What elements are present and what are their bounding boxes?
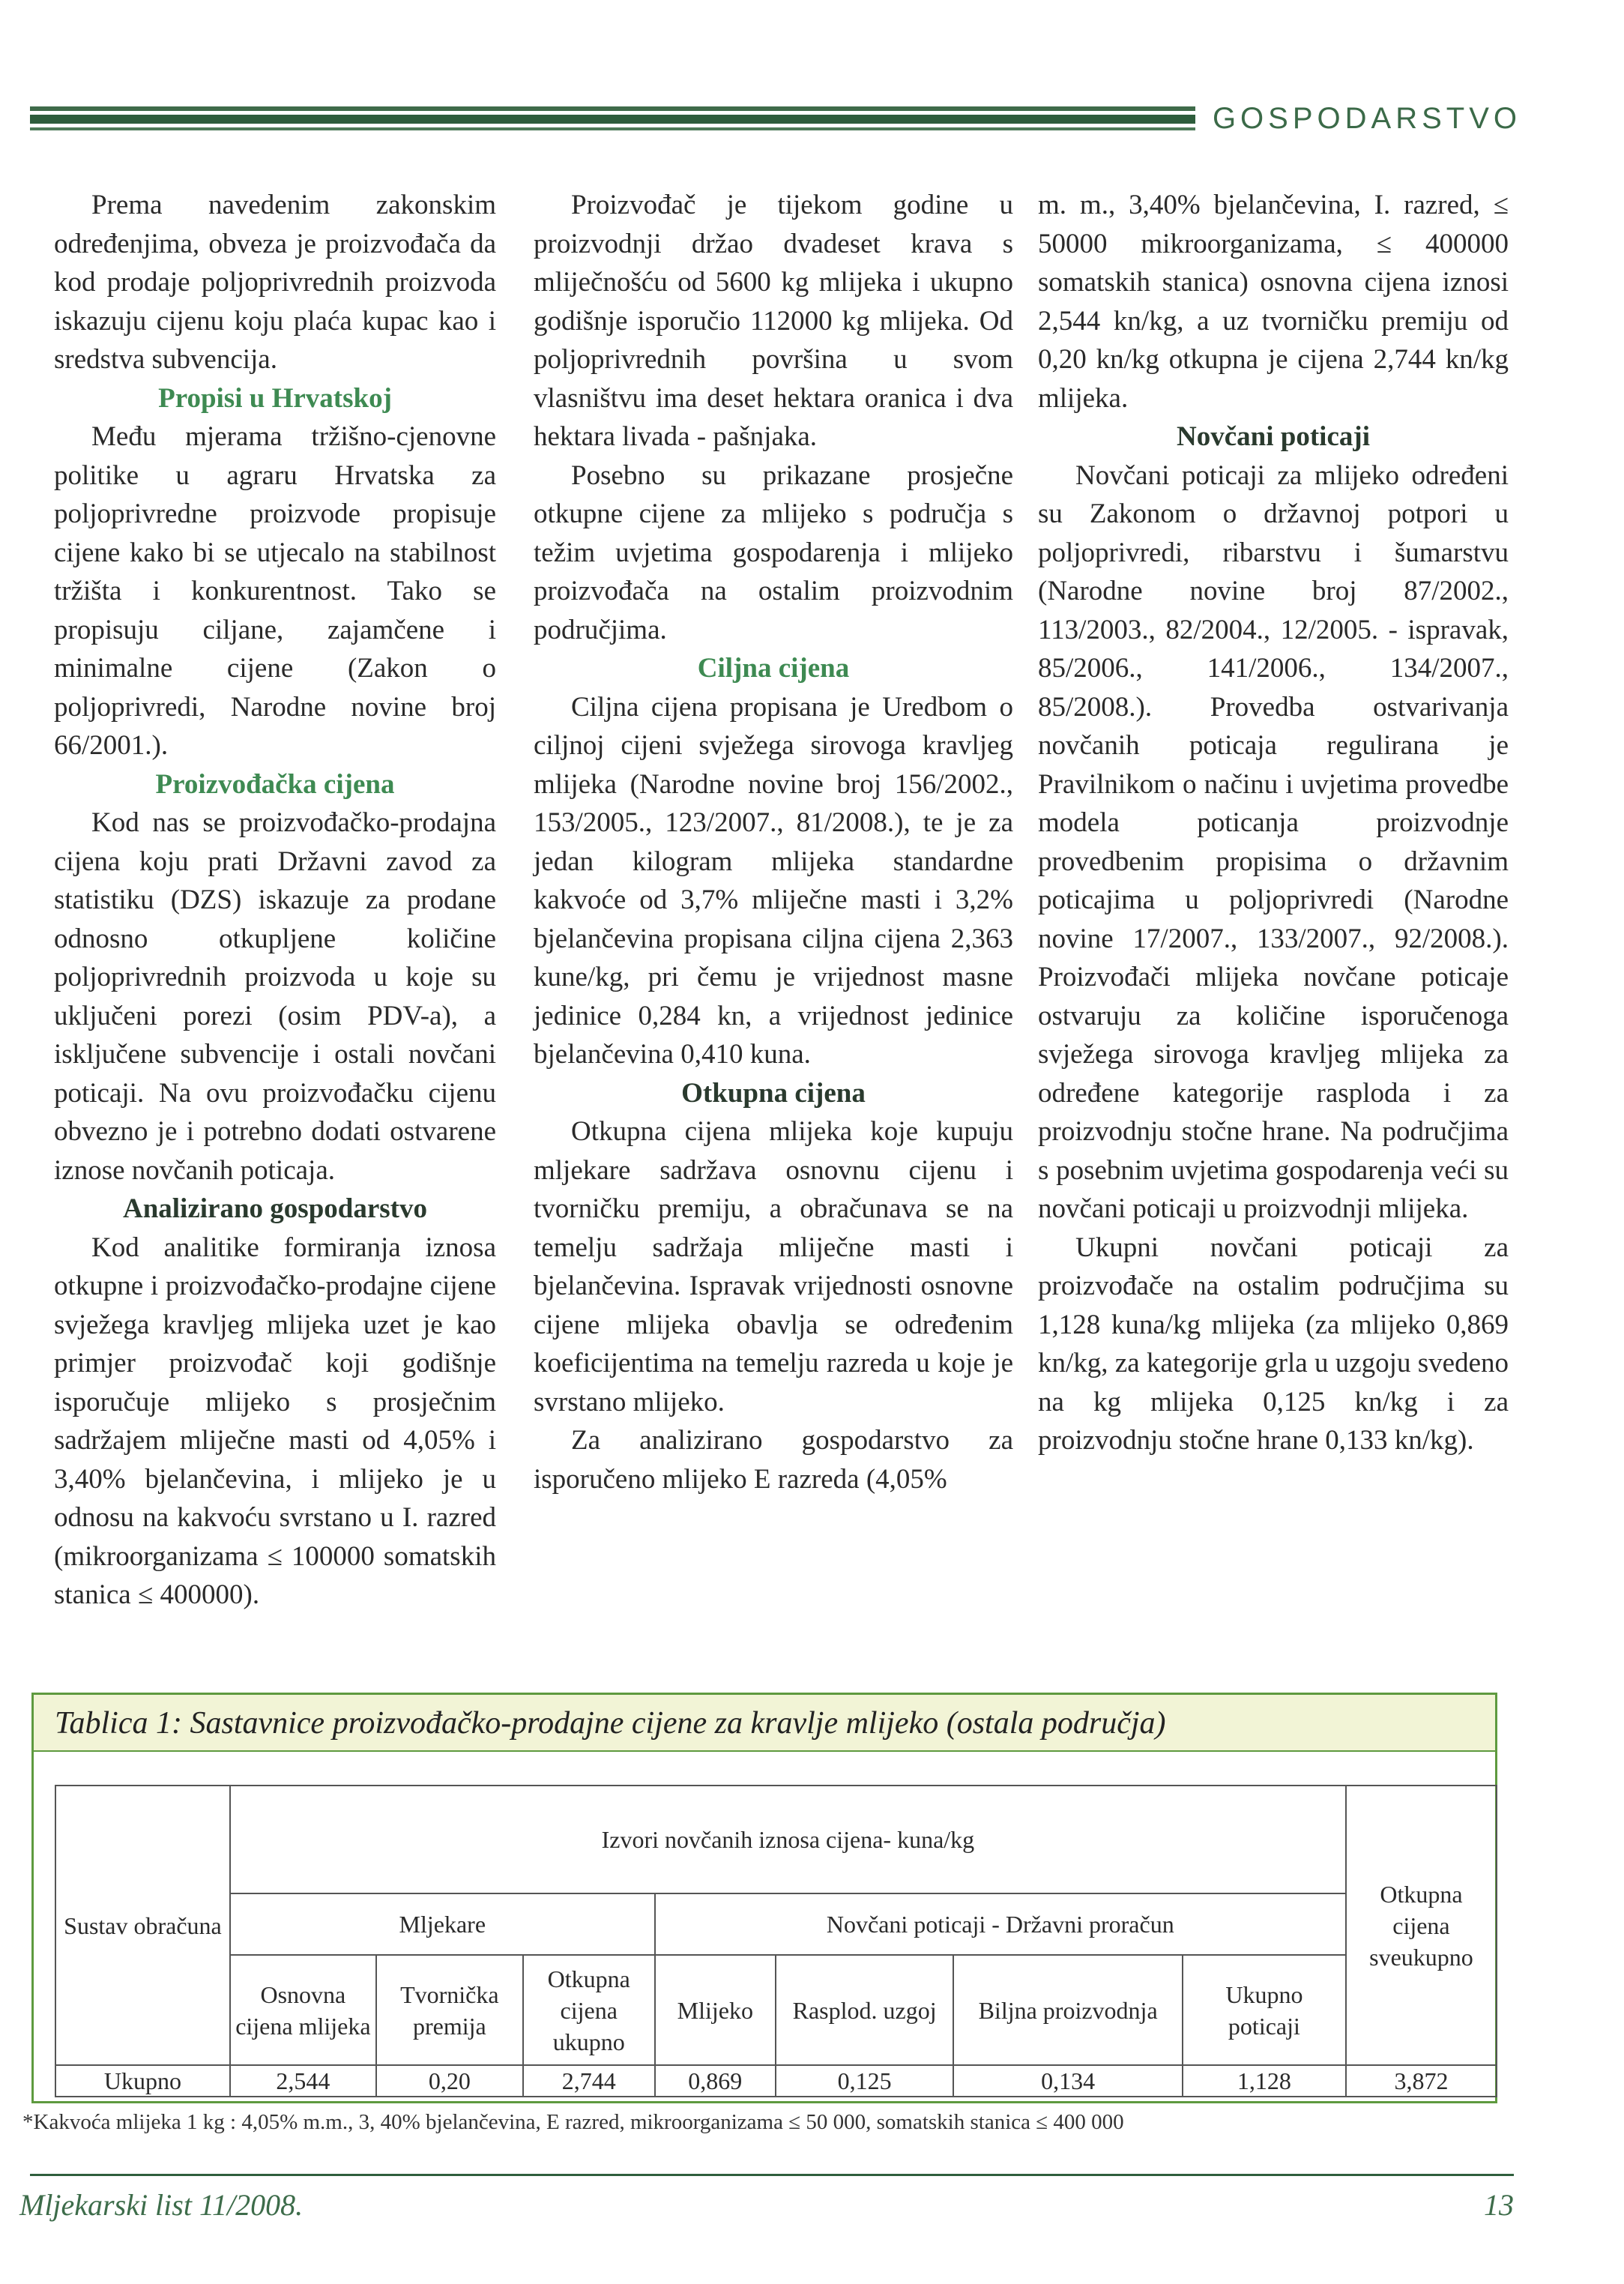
paragraph: Ciljna cijena propisana je Uredbom o ciljnoj cijeni svježega sirovoga kravljeg mlijeka (Narodne novine broj 156/2002., 153/2005., 123/2007., 81/2008.), te je za jedan kilogram mlijeka standardne kakvoće od 3,7% mliječne masti i 3,2% bjelančevina propisana ciljna cijena 2,363 kune/kg, pri čemu je vrijednost masne jedinice 0,284 kn, a vrijednost jedinice bjelančevina 0,410 kuna. — [534, 691, 1013, 1070]
paragraph: Prema navedenim zakonskim određenjima, obveza je proizvođača da kod prodaje poljoprivrednih proizvoda iskazuju cijenu koju plaća kupac kao i sredstva subvencija. — [54, 190, 496, 375]
col-header: Mlijeko — [655, 1955, 776, 2065]
paragraph: Među mjerama tržišno-cjenovne politike u agraru Hrvatska za poljoprivredne proizvode propisuje cijene kako bi se utjecalo na stabilnost tržišta i konkurentnost. Tako se propisuju ciljane, zajamčene i minimalne cijene (Zakon o poljoprivredi, Narodne novine broj 66/2001.). — [54, 421, 496, 761]
sources-header: Izvori novčanih iznosa cijena- kuna/kg — [230, 1786, 1346, 1893]
sustav-header: Sustav obračuna — [55, 1786, 230, 2065]
cell: 0,134 — [953, 2065, 1183, 2097]
mljekare-header: Mljekare — [230, 1893, 655, 1955]
subheading: Otkupna cijena — [681, 1077, 866, 1109]
table-footnote: *Kakvoća mlijeka 1 kg : 4,05% m.m., 3, 40% bjelančevina, E razred, mikroorganizama ≤ 50 000, somatskih stanica ≤ 400 000 — [22, 2110, 1124, 2134]
col-header: Biljna proizvodnja — [953, 1955, 1183, 2065]
col-header: Ukupno poticaji — [1183, 1955, 1346, 2065]
paragraph: Posebno su prikazane prosječne otkupne cijene za mlijeko s područja s težim uvjetima gospodarenja i mlijeko proizvođača na ostalim proizvodnim područjima. — [534, 459, 1013, 645]
cell: 0,20 — [376, 2065, 523, 2097]
price-table — [55, 1785, 1497, 2097]
subheading: Analizirano gospodarstvo — [122, 1193, 427, 1224]
col-header: Otkupna cijena ukupno — [523, 1955, 655, 2065]
col-header: Osnovna cijena mlijeka — [230, 1955, 376, 2065]
text-column-3 — [1038, 186, 1509, 1460]
cell: 0,869 — [655, 2065, 776, 2097]
col-header: Rasplod. uzgoj — [776, 1955, 953, 2065]
row-label: Ukupno — [55, 2065, 230, 2097]
cell: 0,125 — [776, 2065, 953, 2097]
paragraph: Otkupna cijena mlijeka koje kupuju mljekare sadržava osnovnu cijenu i tvorničku premiju, a obračunava se na temelju sadržaja mliječne masti i bjelančevina. Ispravak vrijednosti osnovne cijene mlijeka obavlja se određenim koeficijentima na temelju razreda u koje je svrstano mlijeko. — [534, 1116, 1013, 1417]
otkupna-sveukupno-header: Otkupna cijena sveukupno — [1346, 1786, 1497, 2065]
table-box — [31, 1693, 1497, 2103]
paragraph: Kod nas se proizvođačko-prodajna cijena koju prati Državni zavod za statistiku (DZS) iskazuje za prodane odnosno otkupljene količine poljoprivrednih proizvoda u koje su uključeni porezi (osim PDV-a), a isključene subvencije i ostali novčani poticaji. Na ovu proizvođačku cijenu obvezno je i potrebno dodati ostvarene iznose novčanih poticaja. — [54, 807, 496, 1186]
paragraph: Novčani poticaji za mlijeko određeni su Zakonom o državnoj potpori u poljoprivredi, ribarstvu i šumarstvu (Narodne novine broj 87/2002., 113/2003., 82/2004., 12/2005. - ispravak, 85/2006., 141/2006., 134/2007., 85/2008.). Provedba ostvarivanja novčanih poticaja regulirana je Pravilnikom o načinu i uvjetima provedbe modela poticanja proizvodnje provedbenim propisima o državnim poticajima u poljoprivredi (Narodne novine 17/2007., 133/2007., 92/2008.). Proizvođači mlijeka novčane poticaje ostvaruju za količine isporučenoga svježega sirovoga kravljeg mlijeka za određene kategorije rasploda i za proizvodnju stočne hrane. Na područjima s posebnim uvjetima gospodarenja veći su novčani poticaji u proizvodnji mlijeka. — [1038, 459, 1509, 1224]
paragraph: Za analizirano gospodarstvo za isporučeno mlijeko E razreda (4,05% — [534, 1425, 1013, 1495]
subheading: Novčani poticaji — [1177, 421, 1370, 452]
subheading: Proizvođačka cijena — [155, 768, 395, 800]
col-header: Tvornička premija — [376, 1955, 523, 2065]
page-number: 13 — [1484, 2188, 1514, 2222]
cell: 1,128 — [1183, 2065, 1346, 2097]
text-column-2 — [534, 186, 1013, 1498]
text-column-1 — [54, 186, 496, 1615]
footer-rule — [30, 2174, 1514, 2176]
table-caption: Tablica 1: Sastavnice proizvođačko-prodajne cijene za kravlje mlijeko (ostala područja) — [34, 1695, 1495, 1752]
cell: 3,872 — [1346, 2065, 1497, 2097]
paragraph: Kod analitike formiranja iznosa otkupne i proizvođačko-prodajne cijene svježega kravljeg mlijeka uzet je kao primjer proizvođač koji godišnje isporučuje mlijeko s prosječnim sadržajem mliječne masti od 4,05% i 3,40% bjelančevina, i mlijeko je u odnosu na kakvoću svrstano u I. razred (mikroorganizama ≤ 100000 somatskih stanica ≤ 400000). — [54, 1232, 496, 1610]
cell: 2,744 — [523, 2065, 655, 2097]
paragraph: m. m., 3,40% bjelančevina, I. razred, ≤ 50000 mikroorganizama, ≤ 400000 somatskih stanica) osnovna cijena iznosi 2,544 kn/kg, a uz tvorničku premiju od 0,20 kn/kg otkupna je cijena 2,744 kn/kg mlijeka. — [1038, 190, 1509, 414]
journal-title: Mljekarski list 11/2008. — [19, 2188, 304, 2222]
poticaji-header: Novčani poticaji - Državni proračun — [655, 1893, 1346, 1955]
subheading: Propisi u Hrvatskoj — [158, 382, 392, 414]
paragraph: Proizvođač je tijekom godine u proizvodnji držao dvadeset krava s mliječnošću od 5600 kg mlijeka i ukupno godišnje isporučio 112000 kg mlijeka. Od poljoprivrednih površina u svom vlasništvu ima deset hektara oranica i dva hektara livada - pašnjaka. — [534, 190, 1013, 452]
header-rule — [30, 105, 1195, 132]
paragraph: Ukupni novčani poticaji za proizvođače na ostalim područjima su 1,128 kuna/kg mlijeka (za mlijeko 0,869 kn/kg, za kategorije grla u uzgoju svedeno na kg mlijeka 0,125 kn/kg i za proizvodnju stočne hrane 0,133 kn/kg). — [1038, 1232, 1509, 1456]
cell: 2,544 — [230, 2065, 376, 2097]
subheading: Ciljna cijena — [697, 653, 850, 684]
section-title: GOSPODARSTVO — [1212, 102, 1521, 135]
